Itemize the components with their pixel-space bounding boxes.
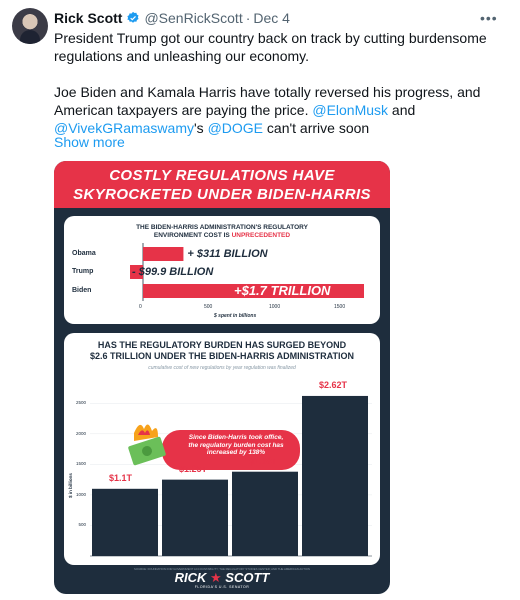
hbar-category-label: Obama bbox=[72, 250, 96, 257]
avatar[interactable] bbox=[12, 8, 48, 44]
panel1-title-part: ENVIRONMENT COST IS bbox=[153, 232, 232, 239]
panel2-subtitle: cumulative cost of new regulations by year regulation was finalized bbox=[148, 365, 296, 371]
banner-line1: COSTLY REGULATIONS HAVE bbox=[109, 167, 335, 184]
vbar-y-tick: 1000 bbox=[75, 491, 86, 497]
separator-dot: · bbox=[245, 10, 251, 26]
show-more-link[interactable]: Show more bbox=[54, 134, 125, 150]
hbar-x-tick: 1000 bbox=[269, 304, 281, 310]
author-handle[interactable]: @SenRickScott bbox=[144, 10, 243, 26]
vbar-2 bbox=[232, 472, 298, 556]
vbar-y-tick: 2000 bbox=[75, 430, 86, 436]
tweet-line2 bbox=[54, 83, 506, 137]
cost-comparison-panel bbox=[64, 216, 380, 324]
regulatory-burden-panel bbox=[64, 333, 380, 565]
rick-scott-logo: RICK ★ SCOTT bbox=[174, 570, 270, 585]
logo-part2: SCOTT bbox=[225, 570, 270, 585]
infographic-image[interactable] bbox=[54, 161, 390, 594]
mention-vivekgramaswamy[interactable]: @VivekGRamaswamy bbox=[54, 120, 194, 136]
vbar-y-tick: 2500 bbox=[75, 400, 86, 406]
tweet-line1: President Trump got our country back on track by cutting burdensome regulations and unleashing our economy. bbox=[54, 30, 487, 64]
mention-elonmusk[interactable]: @ElonMusk bbox=[312, 102, 389, 118]
tweet-date[interactable]: Dec 4 bbox=[253, 10, 290, 26]
callout-text: Since Biden-Harris took office, the regulatory burden cost has increased by 138% bbox=[188, 434, 284, 456]
tweet-header bbox=[54, 9, 290, 27]
text-segment: and bbox=[388, 102, 416, 118]
vbar-0 bbox=[92, 489, 158, 556]
hbar-value-label: - $99.9 BILLION bbox=[132, 266, 214, 278]
burning-money-icon bbox=[128, 424, 167, 465]
infographic-source: SOURCE: FOUNDATION FOR GOVERNMENT ACCOUNTABILITY; THE REGULATORY STUDIES CENTER; AND THE AMERICAN ACTION bbox=[134, 567, 310, 571]
panel2-title-line1: HAS THE REGULATORY BURDEN HAS SURGED BEYOND bbox=[97, 340, 347, 350]
text-segment: can't arrive soon bbox=[263, 120, 370, 136]
banner-line2: SKYROCKETED UNDER BIDEN-HARRIS bbox=[73, 186, 371, 203]
vbar-y-tick: 500 bbox=[78, 522, 86, 528]
text-segment: 's bbox=[194, 120, 208, 136]
panel1-title-emphasis: UNPRECEDENTED bbox=[231, 232, 291, 239]
vbar-value-label: $1.1T bbox=[109, 472, 133, 483]
panel2-title-line2: $2.6 TRILLION UNDER THE BIDEN-HARRIS ADMINISTRATION bbox=[89, 351, 354, 361]
mention-doge[interactable]: @DOGE bbox=[207, 120, 264, 136]
hbar-x-axis-label: $ spent in billions bbox=[214, 313, 257, 319]
vbar-1 bbox=[162, 480, 228, 556]
vbar-value-label: $2.62T bbox=[319, 379, 348, 390]
vbar-y-axis-label: $ in billions bbox=[67, 473, 73, 498]
author-name[interactable]: Rick Scott bbox=[54, 10, 123, 26]
logo-subtitle: FLORIDA'S U.S. SENATOR bbox=[194, 585, 250, 589]
hbar-x-tick: 0 bbox=[139, 304, 142, 310]
hbar-category-label: Trump bbox=[72, 268, 94, 275]
more-horizontal-icon[interactable]: ••• bbox=[480, 10, 498, 26]
hbar-obama bbox=[143, 247, 183, 261]
verified-badge-icon bbox=[126, 11, 140, 25]
vbar-3 bbox=[302, 396, 368, 556]
vbar-y-tick: 1500 bbox=[75, 461, 86, 467]
logo-part1: RICK bbox=[174, 570, 207, 585]
hbar-category-label: Biden bbox=[72, 287, 92, 294]
vbar-value-label: $1.25T bbox=[179, 463, 208, 474]
vbar-value-label: $1.38T bbox=[249, 455, 278, 466]
panel1-title-line1: THE BIDEN-HARRIS ADMINISTRATION'S REGULATORY bbox=[136, 224, 308, 231]
tweet-text bbox=[54, 29, 506, 137]
hbar-x-tick: 500 bbox=[204, 304, 213, 310]
hbar-value-label: +$1.7 TRILLION bbox=[234, 283, 331, 298]
hbar-x-tick: 1500 bbox=[334, 304, 346, 310]
horizontal-bar-chart bbox=[64, 216, 380, 324]
hbar-value-label: + $311 BILLION bbox=[187, 248, 268, 260]
text-segment: Joe Biden and Kamala Harris have totally reversed his progress, and American taxpayers are paying the price. bbox=[54, 84, 481, 118]
infographic-banner bbox=[54, 161, 390, 208]
